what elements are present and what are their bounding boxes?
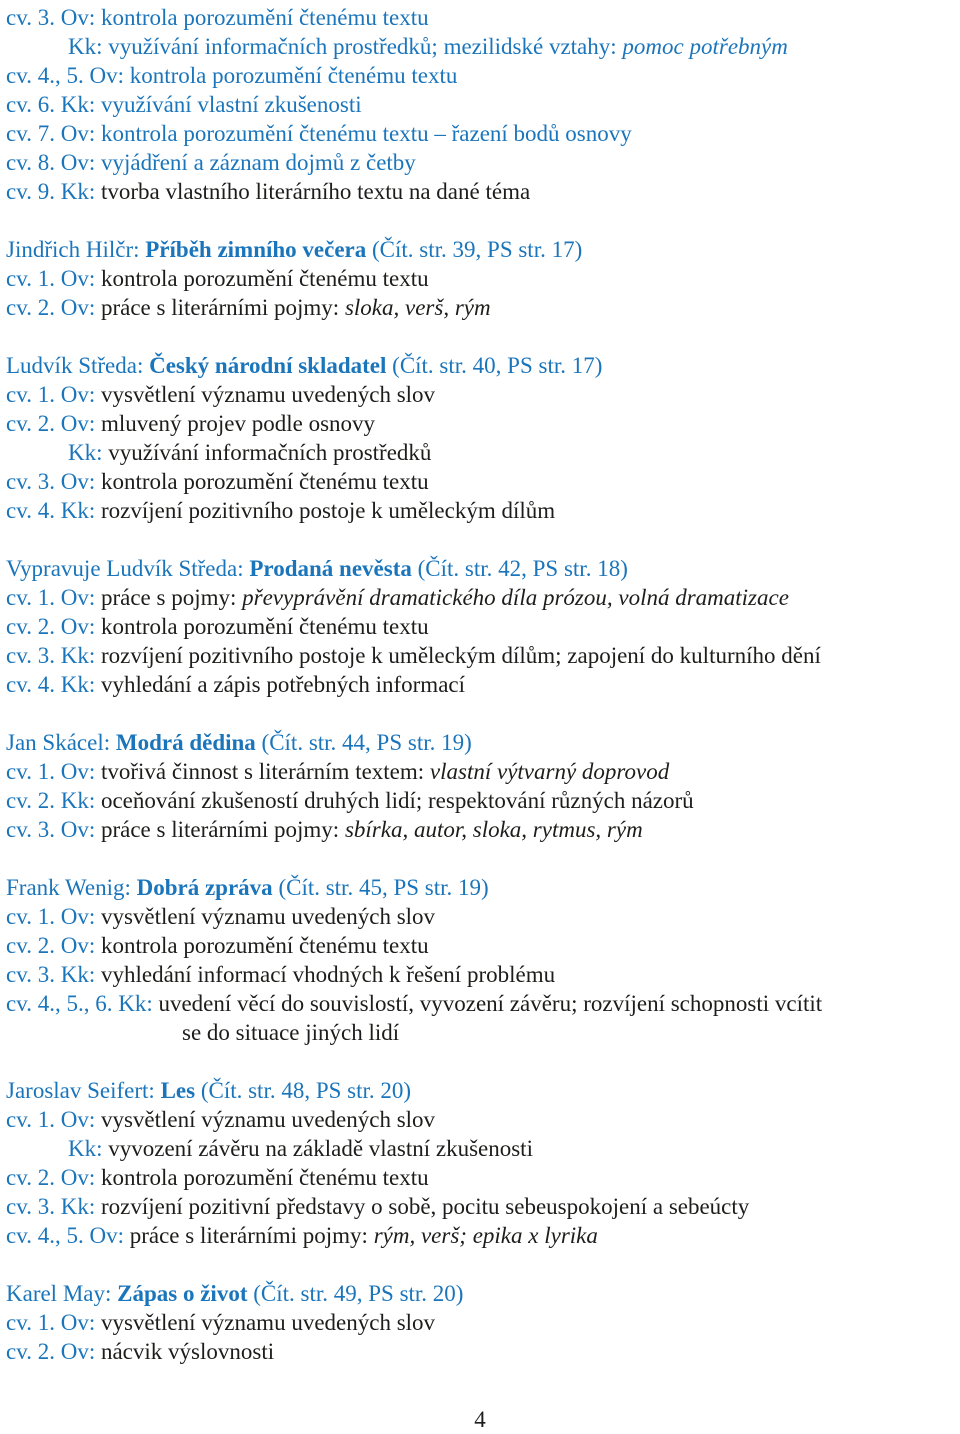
- section-spacer: [6, 1047, 956, 1076]
- text-span: Zápas o život: [117, 1281, 248, 1306]
- text-span: (Čít. str. 49, PS str. 20): [247, 1281, 464, 1306]
- text-span: cv. 4. Kk:: [6, 672, 101, 697]
- text-line: [6, 757, 956, 786]
- text-span: cv. 2. Ov:: [6, 1339, 101, 1364]
- text-line: [6, 1308, 956, 1337]
- text-span: cv. 3. Kk:: [6, 1194, 101, 1219]
- text-span: Ludvík Středa:: [6, 353, 150, 378]
- curriculum-list: [6, 3, 956, 1366]
- text-span: rozvíjení pozitivního postoje k uměleckým dílům; zapojení do kulturního dění: [100, 643, 821, 668]
- text-line: [6, 1076, 956, 1105]
- text-span: využívání informačních prostředků; mezilidské vztahy:: [108, 34, 623, 59]
- text-line: [6, 409, 956, 438]
- text-line: [6, 641, 956, 670]
- text-span: vysvětlení významu uvedených slov: [100, 1107, 436, 1132]
- text-span: cv. 9. Kk:: [6, 179, 101, 204]
- text-span: cv. 4., 5., 6. Kk:: [6, 991, 159, 1016]
- text-span: (Čít. str. 45, PS str. 19): [272, 875, 489, 900]
- text-line: [6, 960, 956, 989]
- text-span: rozvíjení pozitivního postoje k uměleckým dílům: [100, 498, 556, 523]
- text-span: tvorba vlastního literárního textu na dané téma: [100, 179, 531, 204]
- text-line: [6, 90, 956, 119]
- text-span: mluvený projev podle osnovy: [100, 411, 376, 436]
- text-span: cv. 1. Ov:: [6, 1310, 101, 1335]
- text-span: (Čít. str. 39, PS str. 17): [366, 237, 583, 262]
- text-span: uvedení věcí do souvislostí, vyvození závěru; rozvíjení schopnosti vcítit: [158, 991, 823, 1016]
- text-span: cv. 3. Ov:: [6, 817, 101, 842]
- text-line: [6, 235, 956, 264]
- text-line: [6, 148, 956, 177]
- text-span: (Čít. str. 40, PS str. 17): [386, 353, 603, 378]
- section-spacer: [6, 525, 956, 554]
- text-span: (Čít. str. 42, PS str. 18): [411, 556, 628, 581]
- text-span: vysvětlení významu uvedených slov: [100, 904, 436, 929]
- text-span: cv. 1. Ov:: [6, 904, 101, 929]
- text-span: Prodaná nevěsta: [249, 556, 412, 581]
- text-span: vysvětlení významu uvedených slov: [100, 382, 436, 407]
- text-span: využívání vlastní zkušenosti: [100, 92, 362, 117]
- text-line: [6, 1018, 956, 1047]
- text-span: cv. 3. Ov:: [6, 5, 101, 30]
- text-span: se do situace jiných lidí: [182, 1020, 400, 1045]
- text-line: [6, 1192, 956, 1221]
- text-span: cv. 1. Ov:: [6, 759, 101, 784]
- text-line: [6, 351, 956, 380]
- text-line: [6, 1337, 956, 1366]
- text-span: cv. 1. Ov:: [6, 1107, 101, 1132]
- text-span: sloka, verš, rým: [344, 295, 491, 320]
- text-span: kontrola porozumění čtenému textu: [100, 1165, 429, 1190]
- text-span: vlastní výtvarný doprovod: [429, 759, 670, 784]
- text-span: cv. 6. Kk:: [6, 92, 101, 117]
- text-line: [6, 32, 956, 61]
- text-span: (Čít. str. 44, PS str. 19): [255, 730, 472, 755]
- text-span: cv. 1. Ov:: [6, 382, 101, 407]
- text-line: [6, 1134, 956, 1163]
- text-span: kontrola porozumění čtenému textu – řazení bodů osnovy: [100, 121, 632, 146]
- text-span: práce s pojmy:: [100, 585, 243, 610]
- text-span: vyvození závěru na základě vlastní zkušenosti: [108, 1136, 533, 1161]
- text-span: cv. 2. Ov:: [6, 614, 101, 639]
- text-line: [6, 902, 956, 931]
- text-line: [6, 786, 956, 815]
- text-span: vysvětlení významu uvedených slov: [100, 1310, 436, 1335]
- text-line: [6, 293, 956, 322]
- text-span: cv. 2. Ov:: [6, 933, 101, 958]
- text-span: Kk:: [68, 1136, 109, 1161]
- text-span: práce s literárními pojmy:: [129, 1223, 374, 1248]
- text-span: cv. 2. Kk:: [6, 788, 101, 813]
- text-span: Příběh zimního večera: [145, 237, 367, 262]
- text-span: pomoc potřebným: [622, 34, 788, 59]
- text-span: kontrola porozumění čtenému textu: [129, 63, 458, 88]
- text-line: [6, 612, 956, 641]
- text-span: cv. 3. Kk:: [6, 643, 101, 668]
- text-span: cv. 4. Kk:: [6, 498, 101, 523]
- text-span: cv. 2. Ov:: [6, 1165, 101, 1190]
- text-span: cv. 2. Ov:: [6, 411, 101, 436]
- text-line: [6, 467, 956, 496]
- text-span: vyhledání informací vhodných k řešení problému: [100, 962, 556, 987]
- section-spacer: [6, 322, 956, 351]
- section-spacer: [6, 699, 956, 728]
- section-spacer: [6, 1250, 956, 1279]
- section-spacer: [6, 844, 956, 873]
- text-span: vyjádření a záznam dojmů z četby: [100, 150, 416, 175]
- text-span: Modrá dědina: [115, 730, 256, 755]
- text-span: kontrola porozumění čtenému textu: [100, 614, 429, 639]
- text-line: [6, 873, 956, 902]
- text-span: cv. 4., 5. Ov:: [6, 63, 130, 88]
- text-span: Les: [160, 1078, 196, 1103]
- page-number: 4: [474, 1407, 486, 1432]
- text-line: [6, 496, 956, 525]
- text-line: [6, 670, 956, 699]
- text-span: cv. 1. Ov:: [6, 266, 101, 291]
- text-span: tvořivá činnost s literárním textem:: [100, 759, 430, 784]
- text-span: práce s literárními pojmy:: [100, 295, 345, 320]
- text-span: Karel May:: [6, 1281, 118, 1306]
- text-span: využívání informačních prostředků: [108, 440, 432, 465]
- text-line: [6, 119, 956, 148]
- text-span: Český národní skladatel: [149, 353, 387, 378]
- text-span: Dobrá zpráva: [136, 875, 273, 900]
- text-line: [6, 583, 956, 612]
- text-span: cv. 1. Ov:: [6, 585, 101, 610]
- text-span: Frank Wenig:: [6, 875, 137, 900]
- text-line: [6, 438, 956, 467]
- text-span: cv. 4., 5. Ov:: [6, 1223, 130, 1248]
- text-line: [6, 264, 956, 293]
- text-span: kontrola porozumění čtenému textu: [100, 5, 429, 30]
- text-span: sbírka, autor, sloka, rytmus, rým: [344, 817, 643, 842]
- text-line: [6, 1221, 956, 1250]
- text-line: [6, 1105, 956, 1134]
- text-span: cv. 7. Ov:: [6, 121, 101, 146]
- text-span: Vypravuje Ludvík Středa:: [6, 556, 250, 581]
- text-span: rozvíjení pozitivní představy o sobě, pocitu sebeuspokojení a sebeúcty: [100, 1194, 750, 1219]
- text-span: práce s literárními pojmy:: [100, 817, 345, 842]
- text-line: [6, 1279, 956, 1308]
- text-line: [6, 177, 956, 206]
- text-line: [6, 554, 956, 583]
- text-span: cv. 8. Ov:: [6, 150, 101, 175]
- text-line: [6, 728, 956, 757]
- text-line: [6, 931, 956, 960]
- text-line: [6, 1163, 956, 1192]
- text-span: (Čít. str. 48, PS str. 20): [195, 1078, 412, 1103]
- text-span: oceňování zkušeností druhých lidí; respektování různých názorů: [100, 788, 694, 813]
- text-span: cv. 3. Kk:: [6, 962, 101, 987]
- text-span: vyhledání a zápis potřebných informací: [100, 672, 466, 697]
- text-line: [6, 61, 956, 90]
- text-span: Kk:: [68, 440, 109, 465]
- text-span: rým, verš; epika x lyrika: [373, 1223, 598, 1248]
- text-span: kontrola porozumění čtenému textu: [100, 469, 429, 494]
- text-span: Jan Skácel:: [6, 730, 116, 755]
- text-span: Kk:: [68, 34, 109, 59]
- text-span: kontrola porozumění čtenému textu: [100, 933, 429, 958]
- text-span: Jindřich Hilčr:: [6, 237, 146, 262]
- text-span: cv. 3. Ov:: [6, 469, 101, 494]
- text-line: [6, 380, 956, 409]
- text-span: Jaroslav Seifert:: [6, 1078, 161, 1103]
- text-line: [6, 815, 956, 844]
- section-spacer: [6, 206, 956, 235]
- text-line: [6, 3, 956, 32]
- text-span: převyprávění dramatického díla prózou, volná dramatizace: [242, 585, 789, 610]
- text-span: cv. 2. Ov:: [6, 295, 101, 320]
- text-span: kontrola porozumění čtenému textu: [100, 266, 429, 291]
- text-line: [6, 989, 956, 1018]
- text-span: nácvik výslovnosti: [100, 1339, 275, 1364]
